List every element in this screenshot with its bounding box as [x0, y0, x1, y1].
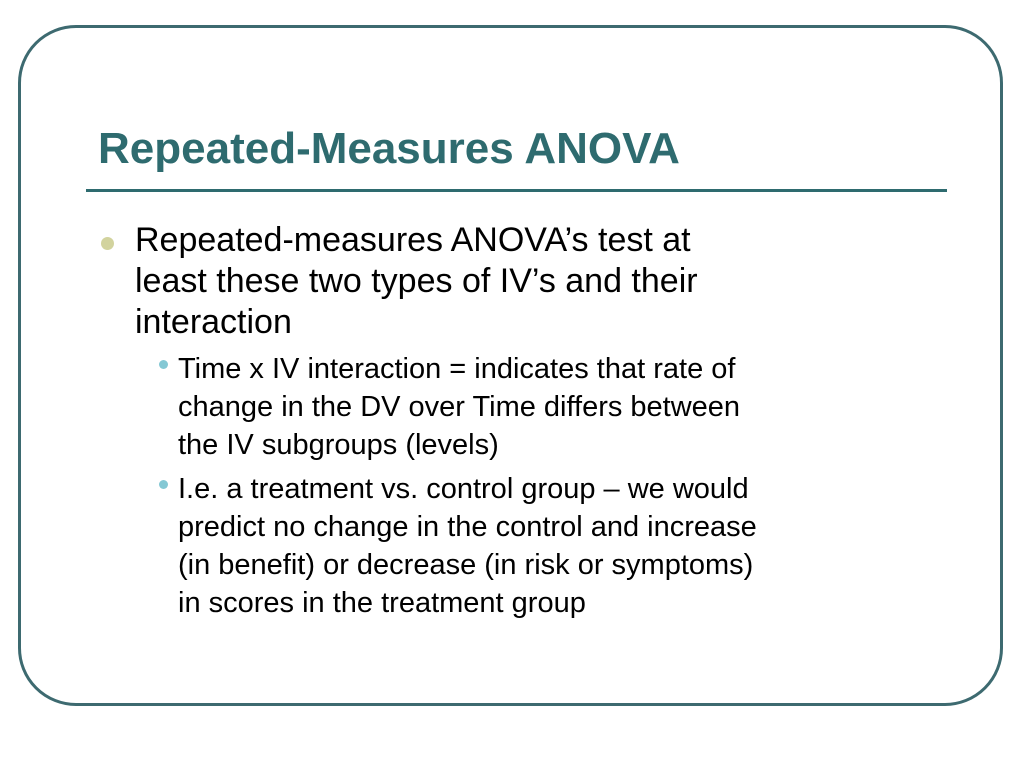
bullet-dot-icon — [101, 237, 114, 250]
title-underline — [86, 189, 947, 192]
sub-bullet-line: I.e. a treatment vs. control group – we would — [178, 473, 749, 505]
slide-body — [95, 220, 945, 628]
sub-bullet-dot-icon — [159, 360, 168, 369]
bullet-line: Repeated-measures ANOVA’s test at — [135, 221, 691, 259]
sub-bullet-line: the IV subgroups (levels) — [178, 429, 499, 461]
sub-bullet-line: predict no change in the control and increase — [178, 511, 757, 543]
sub-bullet-line: (in benefit) or decrease (in risk or symptoms) — [178, 549, 754, 581]
sub-bullet-item — [178, 350, 945, 464]
sub-bullet-line: change in the DV over Time differs between — [178, 391, 741, 423]
bullet-line: interaction — [135, 303, 292, 341]
sub-bullet-list — [95, 350, 945, 622]
sub-bullet-line: in scores in the treatment group — [178, 587, 586, 619]
bullet-line: least these two types of IV’s and their — [135, 262, 698, 300]
bullet-item — [95, 220, 945, 343]
slide-title: Repeated-Measures ANOVA — [98, 124, 680, 173]
sub-bullet-item — [178, 470, 945, 622]
sub-bullet-line: Time x IV interaction = indicates that rate of — [178, 353, 736, 385]
sub-bullet-dot-icon — [159, 480, 168, 489]
